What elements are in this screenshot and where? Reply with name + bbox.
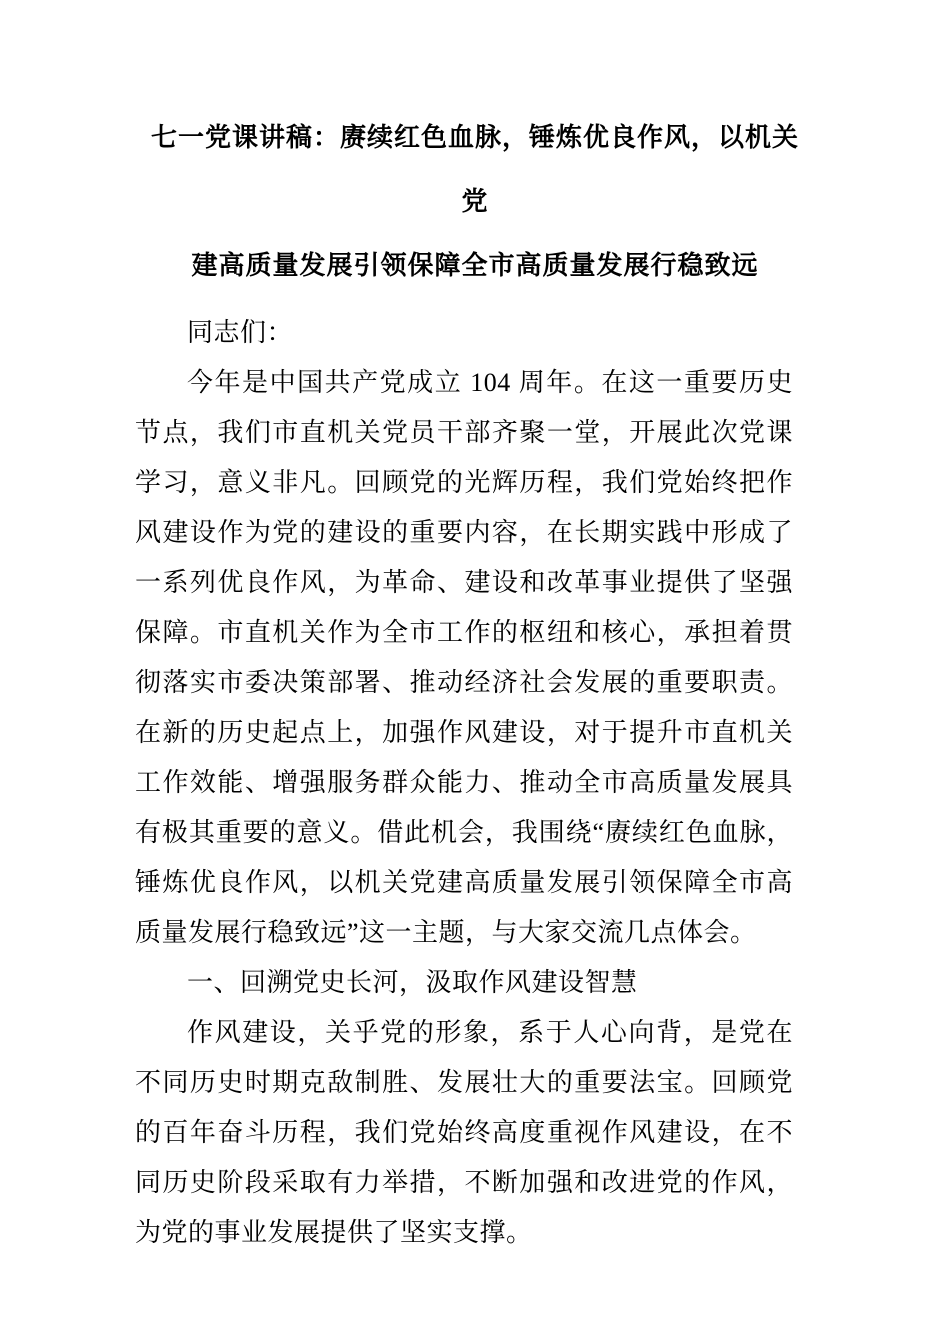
paragraph-salutation: 同志们： xyxy=(187,318,294,347)
document-title-line-1: 七一党课讲稿：赓续红色血脉，锤炼优良作风，以机关党 xyxy=(150,123,799,216)
document-title-line-2: 建高质量发展引领保障全市高质量发展行稳致远 xyxy=(191,251,759,280)
document-title xyxy=(138,106,812,298)
paragraph-introduction: 今年是中国共产党成立 104 周年。在这一重要历史节点，我们市直机关党员干部齐聚一堂，开展此次党课学习，意义非凡。回顾党的光辉历程，我们党始终把作风建设作为党的建设的重要内容，在长期实践中形成了一系列优良作风，为革命、建设和改革事业提供了坚强保障。市直机关作为全市工作的枢纽和核心，承担着贯彻落实市委决策部署、推动经济社会发展的重要职责。在新的历史起点上，加强作风建设，对于提升市直机关工作效能、增强服务群众能力、推动全市高质量发展具有极其重要的意义。借此机会，我围绕“赓续红色血脉，锤炼优良作风，以机关党建高质量发展引领保障全市高质量发展行稳致远”这一主题，与大家交流几点体会。 xyxy=(135,368,793,947)
section-heading-1: 一、回溯党史长河，汲取作风建设智慧 xyxy=(187,968,638,997)
document-body xyxy=(135,308,793,1258)
paragraph-section-1-body: 作风建设，关乎党的形象，系于人心向背，是党在不同历史时期克敌制胜、发展壮大的重要法宝。回顾党的百年奋斗历程，我们党始终高度重视作风建设，在不同历史阶段采取有力举措，不断加强和改进党的作风，为党的事业发展提供了坚实支撑。 xyxy=(135,1018,793,1247)
